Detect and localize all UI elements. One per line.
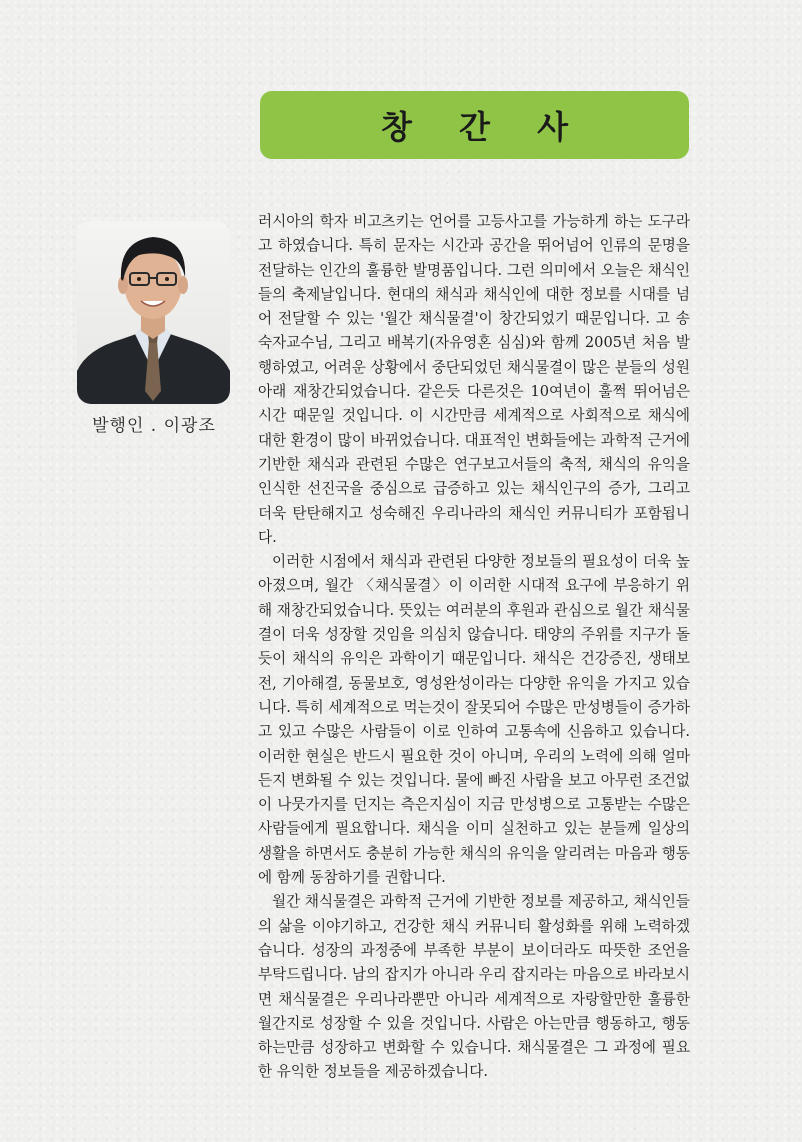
publisher-portrait [77, 221, 230, 404]
title-banner [260, 91, 689, 159]
paragraph: 이러한 시점에서 채식과 관련된 다양한 정보들의 필요성이 더욱 높아졌으며, 월간 〈채식물결〉이 이러한 시대적 요구에 부응하기 위해 재창간되었습니다. 뜻있는 여러분의 후원과 관심으로 월간 채식물결이 더욱 성장할 것임을 의심치 않습니다. 태양의 주위를 지구가 돌듯이 채식의 유익은 과학이기 때문입니다. 채식은 건강증진, 생태보전, 기아해결, 동물보호, 영성완성이라는 다양한 유익을 가지고 있습니다. 특히 세계적으로 먹는것이 잘못되어 수많은 만성병들이 증가하고 있고 수많은 사람들이 이로 인하여 고통속에 신음하고 있습니다. 이러한 현실은 반드시 필요한 것이 아니며, 우리의 노력에 의해 얼마든지 변화될 수 있는 것입니다. 물에 빠진 사람을 보고 아무런 조건없이 나뭇가지를 던지는 측은지심이 지금 만성병으로 고통받는 수많은 사람들에게 필요합니다. 채식을 이미 실천하고 있는 분들께 일상의 생활을 하면서도 충분히 가능한 채식의 유익을 알리려는 마음과 행동에 함께 동참하기를 권합니다. [258, 553, 690, 887]
paragraph: 러시아의 학자 비고츠키는 언어를 고등사고를 가능하게 하는 도구라고 하였습니다. 특히 문자는 시간과 공간을 뛰어넘어 인류의 문명을 전달하는 인간의 훌륭한 발명품입니다. 그런 의미에서 오늘은 채식인들의 축제날입니다. 현대의 채식과 채식인에 대한 정보를 시대를 넘어 전달할 수 있는 '월간 채식물결'이 창간되었기 때문입니다. 고 송숙자교수님, 그리고 배복기(자유영혼 심심)와 함께 2005년 처음 발행하였고, 어려운 상황에서 중단되었던 채식물결이 많은 분들의 성원아래 재창간되었습니다. 같은듯 다른것은 10여년이 훌쩍 뛰어넘은 시간 때문일 것입니다. 이 시간만큼 세계적으로 사회적으로 채식에 대한 환경이 많이 바뀌었습니다. 대표적인 변화들에는 과학적 근거에 기반한 채식과 관련된 수많은 연구보고서들의 축적, 채식의 유익을 인식한 선진국을 중심으로 급증하고 있는 채식인구의 증가, 그리고 더욱 탄탄해지고 성숙해진 우리나라의 채식인 커뮤니티가 포함됩니다. [258, 213, 690, 546]
portrait-image [77, 221, 230, 404]
paragraph: 월간 채식물결은 과학적 근거에 기반한 정보를 제공하고, 채식인들의 삶을 이야기하고, 건강한 채식 커뮤니티 활성화를 위해 노력하겠습니다. 성장의 과정중에 부족한 부분이 보이더라도 따뜻한 조언을 부탁드립니다. 남의 잡지가 아니라 우리 잡지라는 마음으로 바라보시면 채식물결은 우리나라뿐만 아니라 세계적으로 자랑할만한 훌륭한 월간지로 성장할 수 있을 것입니다. 사람은 아는만큼 행동하고, 행동하는만큼 성장하고 변화할 수 있습니다. 채식물결은 그 과정에 필요한 유익한 정보들을 제공하겠습니다. [258, 893, 690, 1081]
publisher-caption: 발행인 . 이광조 [92, 416, 216, 436]
article-body [258, 210, 690, 1085]
page-title: 창 간 사 [380, 108, 587, 146]
